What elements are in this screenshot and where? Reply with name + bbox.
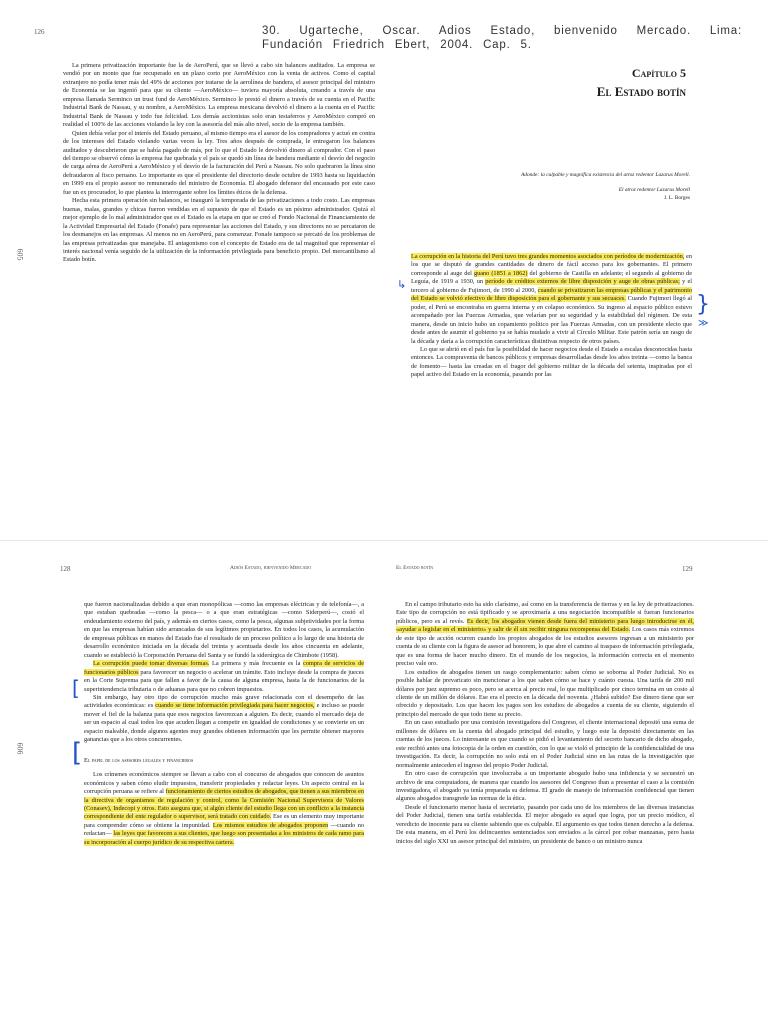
paragraph: Lo que se abrió en el país fue la posibilidad de hacer negocios desde el Estado a escalas desconocidas hasta entonces. La compraventa de bancos públicos y empresas desarrolladas desde los años treinta —como la banca de fomento— hasta las creadas en el fragor del gobierno militar de la década del setenta, inspiradas por el papel activo del Estado en la economía, pasando por las	[411, 345, 692, 379]
paragraph: Desde el funcionario menor hasta el secretario, pasando por cada uno de los miembros de las diversas instancias del Poder Judicial, tienen una tarifa establecida. El mejor abogado es aquel que logra, por un precio módico, el veredicto de inocente para su cliente sabiendo que es culpable. El argumento es que todos tienen derecho a la defensa. De esta manera, en el Perú los delincuentes sentenciados son enviados a la cárcel por robar manzanas, pero hasta inicios del siglo XXI un asesor principal del ministro, un presidente de banco o un ministro nunca	[396, 803, 694, 845]
chapter-label: Capítulo 5	[631, 66, 686, 80]
highlight: La corrupción puede tomar diversas formas.	[93, 660, 210, 668]
bottom-right-page-number: 129	[682, 565, 693, 573]
top-right-column	[411, 253, 692, 380]
paragraph: que fueron nacionalizadas debido a que eran monopólicas —como las empresas eléctricas y de telefonía—, a que estaban quebradas —como la pesca— o a que eran estratégicas —como Siderperú—, costó el endeudamiento externo del país, y además en ciertos casos, como la pesca, algunas subjetividades por la forma en que las empresas habían sido arrancadas de sus legítimos propietarios. En todos los casos, la acumulación de empresas públicas en manos del Estado fue el resultado de un proceso político a lo largo de una historia de desarrollo económico iniciada en la década del treinta y acentuada desde los años cincuenta en adelante, cuando se estableció la Corporación Peruana del Santa y se fundó la siderúrgica de Chimbote (1958).	[84, 601, 364, 659]
paragraph: Los crímenes económicos siempre se llevan a cabo con el concurso de abogados que conocen de asuntos económicos y saben cómo eludir impuestos, transferir propiedades y redactar leyes. Un aspecto central en la corrupción peruana se refiere al funcionamiento de ciertos estudios de abogados, que tienen a sus miembros en la directiva de organismos de regulación y control, como la Comisión Nacional Supervisora de Valores (Conasev), Indecopi y otros. Esto asegura que, si algún cliente del estudio llega con un conflicto a la instancia correspondiente del ente regulador o supervisor, será tratado con cuidado. Ese es un elemento muy importante para comprender cómo se obtiene la impunidad. Los mismos estudios de abogados proponen —cuando no redactan— las leyes que favorecen a sus clientes, que luego son presentadas a los ministros de cada ramo para su incorporación al cuerpo jurídico de su respectiva cartera.	[84, 771, 364, 846]
running-head-left: Adiós Estado, bienvenido Mercado	[230, 565, 312, 571]
margin-bracket: }	[696, 292, 710, 317]
side-mark-bottom: 606	[15, 742, 25, 755]
paragraph: Sin embargo, hay otro tipo de corrupción mucho más grave relacionada con el desempeño de las actividades económicas: es cuando se tiene información privilegiada para hacer negocios, e incluso se puede mover el fiel de la balanza para que esos negocios favorezcan a alguien. Es decir, cuando el mercado deja de ser un espacio al cual todos los que acuden llegan a competir en igualdad de condiciones y se convierte en un espacio maleable, donde algunos agentes muy grandes obtienen información que les permite obtener mayores ganancias que a los otros concurrentes.	[84, 693, 364, 744]
paragraph: En un caso estudiado por una comisión investigadora del Congreso, el cliente internacional depositó una suma de millones de dólares en la cuenta del abogado principal del estudio, y luego este la depositó directamente en las cuentas de los jueces. Lo interesante es que cuando se pidió el levantamiento del secreto bancario de dicho abogado, este recibió antes una fotocopia de la orden en cuestión, con lo que se violó el principio de la confidencialidad de una investigación. Es decir, la corrupción no solo está en el Poder Judicial sino en las rutas de la investigación que normalmente anteceden el ingreso del propio Poder Judicial.	[396, 719, 694, 769]
bottom-left-column	[84, 601, 364, 847]
running-head-right: El Estado botín	[396, 565, 434, 571]
paragraph: En el campo tributario esto ha sido clarísimo, así como en la transferencia de tierras y en la ley de privatizaciones. Este tipo de corrupción no está tipificado y se aproximaría a una negociación incompatible si fueran funcionarios públicos, pero es al revés. Es decir, los abogados vienen desde fuera del ministerio para luego introducirse en él, «ayudar a legislar en el ministerio» y salir de él sin recibir ninguna recompensa del Estado. Los casos más extremos de este tipo de acción ocurren cuando los propios abogados de los estudios asesores ingresan a un ministerio por cuenta de su cliente con la figura de asesor ad honorem, lo que abre el camino al traspaso de información privilegiada, que es una forma de hacer mucho dinero. En el mundo de los negocios, la información correcta en el momento preciso vale oro.	[396, 601, 695, 668]
paragraph: La corrupción puede tomar diversas formas. La primera y más frecuente es la compra de servicios de funcionarios públicos para favorecer un negocio o acelerar un trámite. Esto incluye desde la compra de jueces en la Corte Suprema para que fallen a favor de la causa de alguna empresa, hasta la de funcionarios de la superintendencia tributaria o de aduanas para que no cobren impuestos.	[84, 660, 364, 693]
highlight: compra de servicios de funcionarios públicos	[84, 660, 364, 676]
margin-bracket: [	[72, 676, 80, 700]
highlight: Es decir, los abogados vienen desde fuera del ministerio para luego introducirse en él, «ayudar a legislar en el ministerio» y salir de él sin recibir ninguna recompensa del Estado.	[396, 617, 695, 634]
highlight: guano (1851 a 1862)	[473, 269, 528, 277]
bottom-right-column	[396, 601, 694, 846]
paragraph: Quien debía velar por el interés del Estado peruano, al mismo tiempo era el asesor de los compradores y actuó en contra de los intereses del Estado violando varias veces la ley. Tres años después de comprada, le entregaron los balances auditados y descubrieron que se había pagado de más, por lo que el Estado le devolvió dinero al comprador. Con el paso del tiempo se observó cómo la empresa fue quebrada y el país se quedó sin línea de bandera mediante el desvío del negocio de carga aérea de AeroPerú a AeroMéxico y el desvío de la facturación del Perú a Nassau. No solo quebraron la línea sino defraudaron al fisco peruano. Lo importante es que el presidente del directorio desde octubre de 1993 hasta su liquidación en 1999 era el propio asesor no remunerado del ministro de Economía. El abogado defensor del encausado por este caso fue un ex procurador, lo que plantea la interrogante sobre los límites éticos de la defensa.	[63, 129, 375, 196]
highlight: funcionamiento de ciertos estudios de abogados, que tienen a sus miembros en la directiva de organismos de regulación y control, como la Comisión Nacional Supervisora de Valores (Conasev), Indecopi y otros. Esto asegura que, si algún cliente del estudio llega con un conflicto a la instancia correspondiente del ente regulador o supervisor, será tratado con cuidado.	[84, 788, 364, 821]
margin-arrow: ↳	[397, 278, 407, 291]
epigraph-line-3: J. L. Borges	[664, 195, 690, 201]
highlight: La corrupción en la historia del Perú tuvo tres grandes momentos asociados con períodos de modernización,	[411, 253, 685, 260]
highlight: las leyes que favorecen a sus clientes, que luego son presentadas a los ministros de cada ramo para su incorporación al cuerpo jurídico de su respectiva cartera.	[84, 830, 364, 846]
top-left-column	[63, 62, 375, 265]
page-divider	[0, 540, 768, 541]
paragraph: En otro caso de corrupción que involucraba a un importante abogado hubo una infidencia y se secuestró un archivo de una computadora, de manera que cuando los asesores del Congreso iban a presentar el caso a la comisión investigadora, el abogado ya tenía preparada su defensa. El grado de manejo de información confidencial que tienen algunos abogados transgrede las normas de la ética.	[396, 770, 694, 803]
highlight: cuando se privatizaron las empresas públicas y el patrimonio del Estado se volvió efectivo de libre disposición para el gobernante y sus secuaces.	[411, 286, 692, 303]
margin-mark: ≫	[698, 318, 709, 329]
citation-header: 30. Ugarteche, Oscar. Adios Estado, bienvenido Mercado. Lima: Fundación Friedrich Ebert, 2004. Cap. 5.	[262, 25, 742, 51]
top-left-page-number: 126	[34, 28, 45, 36]
paragraph: Los estudios de abogados tienen un rasgo complementario: saben cómo se soborna al Poder Judicial. No es posible hablar de prevaricato sin mencionar a los que saben cómo se hace y cuánto cuesta. Una tarifa de 200 mil dólares por juez supremo es poco, pero se acerca al precio real, lo que multiplicado por cinco termina en un costo al cliente de un millón de dólares. Ese era el precio en la década del noventa. ¿Habrá subido? Ese dinero tiene que ser ofrecido y depositado. Los que hacen los pagos son los estudios de abogados a cuenta de su cliente, siguiendo el principio del mercado de que todo tiene su precio.	[396, 668, 694, 718]
highlight: período de créditos externos de libre disposición y auge de obras públicas;	[485, 278, 680, 286]
paragraph: Hecha esta primera operación sin balances, se inauguró la temporada de las privatizaciones a todo costo. Las empresas buenas, malas, grandes y chicas fueron vendidas en el supuesto de que el Estado es un pésimo administrador. Quizá el mejor ejemplo de lo mal administrador que es el Estado es la etapa en que se creó el Fondo Nacional de Financiamiento de la Actividad Empresarial del Estado (Fonafe) para representar las acciones del Estado, y sus directores no se percataron de los desmanejos en las empresas. Al menos no en AeroPerú, para comenzar. Fonafe tampoco se percató de los problemas de las empresas privatizadas que manejaba. El antagonismo con el concepto de Estado era de tal magnitud que representar el interés nacional venía seguido de la utilización de la información privilegiada para beneficio propio. Del mercantilismo al Estado botín.	[63, 197, 375, 264]
epigraph-line-1: Adonde: la culpable y magnífica existencia del atroz redentor Lazarus Morell.	[520, 172, 690, 178]
bottom-left-page-number: 128	[60, 565, 71, 573]
highlight: Los mismos estudios de abogados proponen	[212, 821, 329, 829]
section-heading: El papel de los asesores legales y financieros	[84, 756, 194, 764]
paragraph: La corrupción en la historia del Perú tuvo tres grandes momentos asociados con períodos de modernización, en los que se disputó de grandes cantidades de dinero de fácil acceso para los gobernantes. El primero corresponde al auge del guano (1851 a 1862) del gobierno de Castilla en adelante; el segundo al gobierno de Leguía, de 1919 a 1930, un período de créditos externos de libre disposición y auge de obras públicas; y el tercero al gobierno de Fujimori, de 1990 al 2000, cuando se privatizaron las empresas públicas y el patrimonio del Estado se volvió efectivo de libre disposición para el gobernante y sus secuaces. Cuando Fujimori llegó al poder, el Perú se encontraba en guerra interna y en colapso económico. Su ingreso al espacio público estuvo acompañado por las Fuerzas Armadas, que velarían por su seguridad y la estabilidad del régimen. De esta manera, desde un inicio hubo un copamiento político por las Fuerzas Armadas, con un presidente electo que desde antes de asumir el gobierno ya se había mudado a vivir al Círculo Militar. Este patrón sería un rasgo de la década y daría a la corrupción características distintivas respecto de otros países.	[411, 253, 693, 345]
margin-bracket: [	[72, 738, 83, 768]
side-mark-top: 605	[15, 248, 25, 261]
epigraph-line-2: El atroz redentor Lazarus Morell	[618, 187, 690, 193]
chapter-title: El Estado botín	[596, 84, 686, 99]
paragraph: La primera privatización importante fue la de AeroPerú, que se llevó a cabo sin balances auditados. La empresa se vendió por un monto que fue recuperado en un plazo corto por AeroMéxico con la venta de activos. Como el capital extranjero no podía tener más del 49% de acciones por tratarse de la aerolínea de bandera, el asesor principal del ministro de Economía se las ingenió para que su cliente —AeroMéxico— tuviera mayoría absoluta, creando a través de una empresa llamada Serminco un trust fund de AeroMéxico. Serminco le prestó el dinero a través de su cuenta en el Pacific Industrial Bank de Nassau, y su nombre, a AeroMéxico. La empresa mexicana devolvió el dinero a la cuenta en el Pacific Industrial Bank de Nassau y todo fue felicidad. Los demás accionistas solo eran testaferros y AeroMéxico compró en realidad el 100% de las acciones violando la ley con la asesoría del más alto nivel, socio de la empresa también.	[63, 62, 375, 129]
highlight: cuando se tiene información privilegiada para hacer negocios,	[155, 702, 315, 710]
